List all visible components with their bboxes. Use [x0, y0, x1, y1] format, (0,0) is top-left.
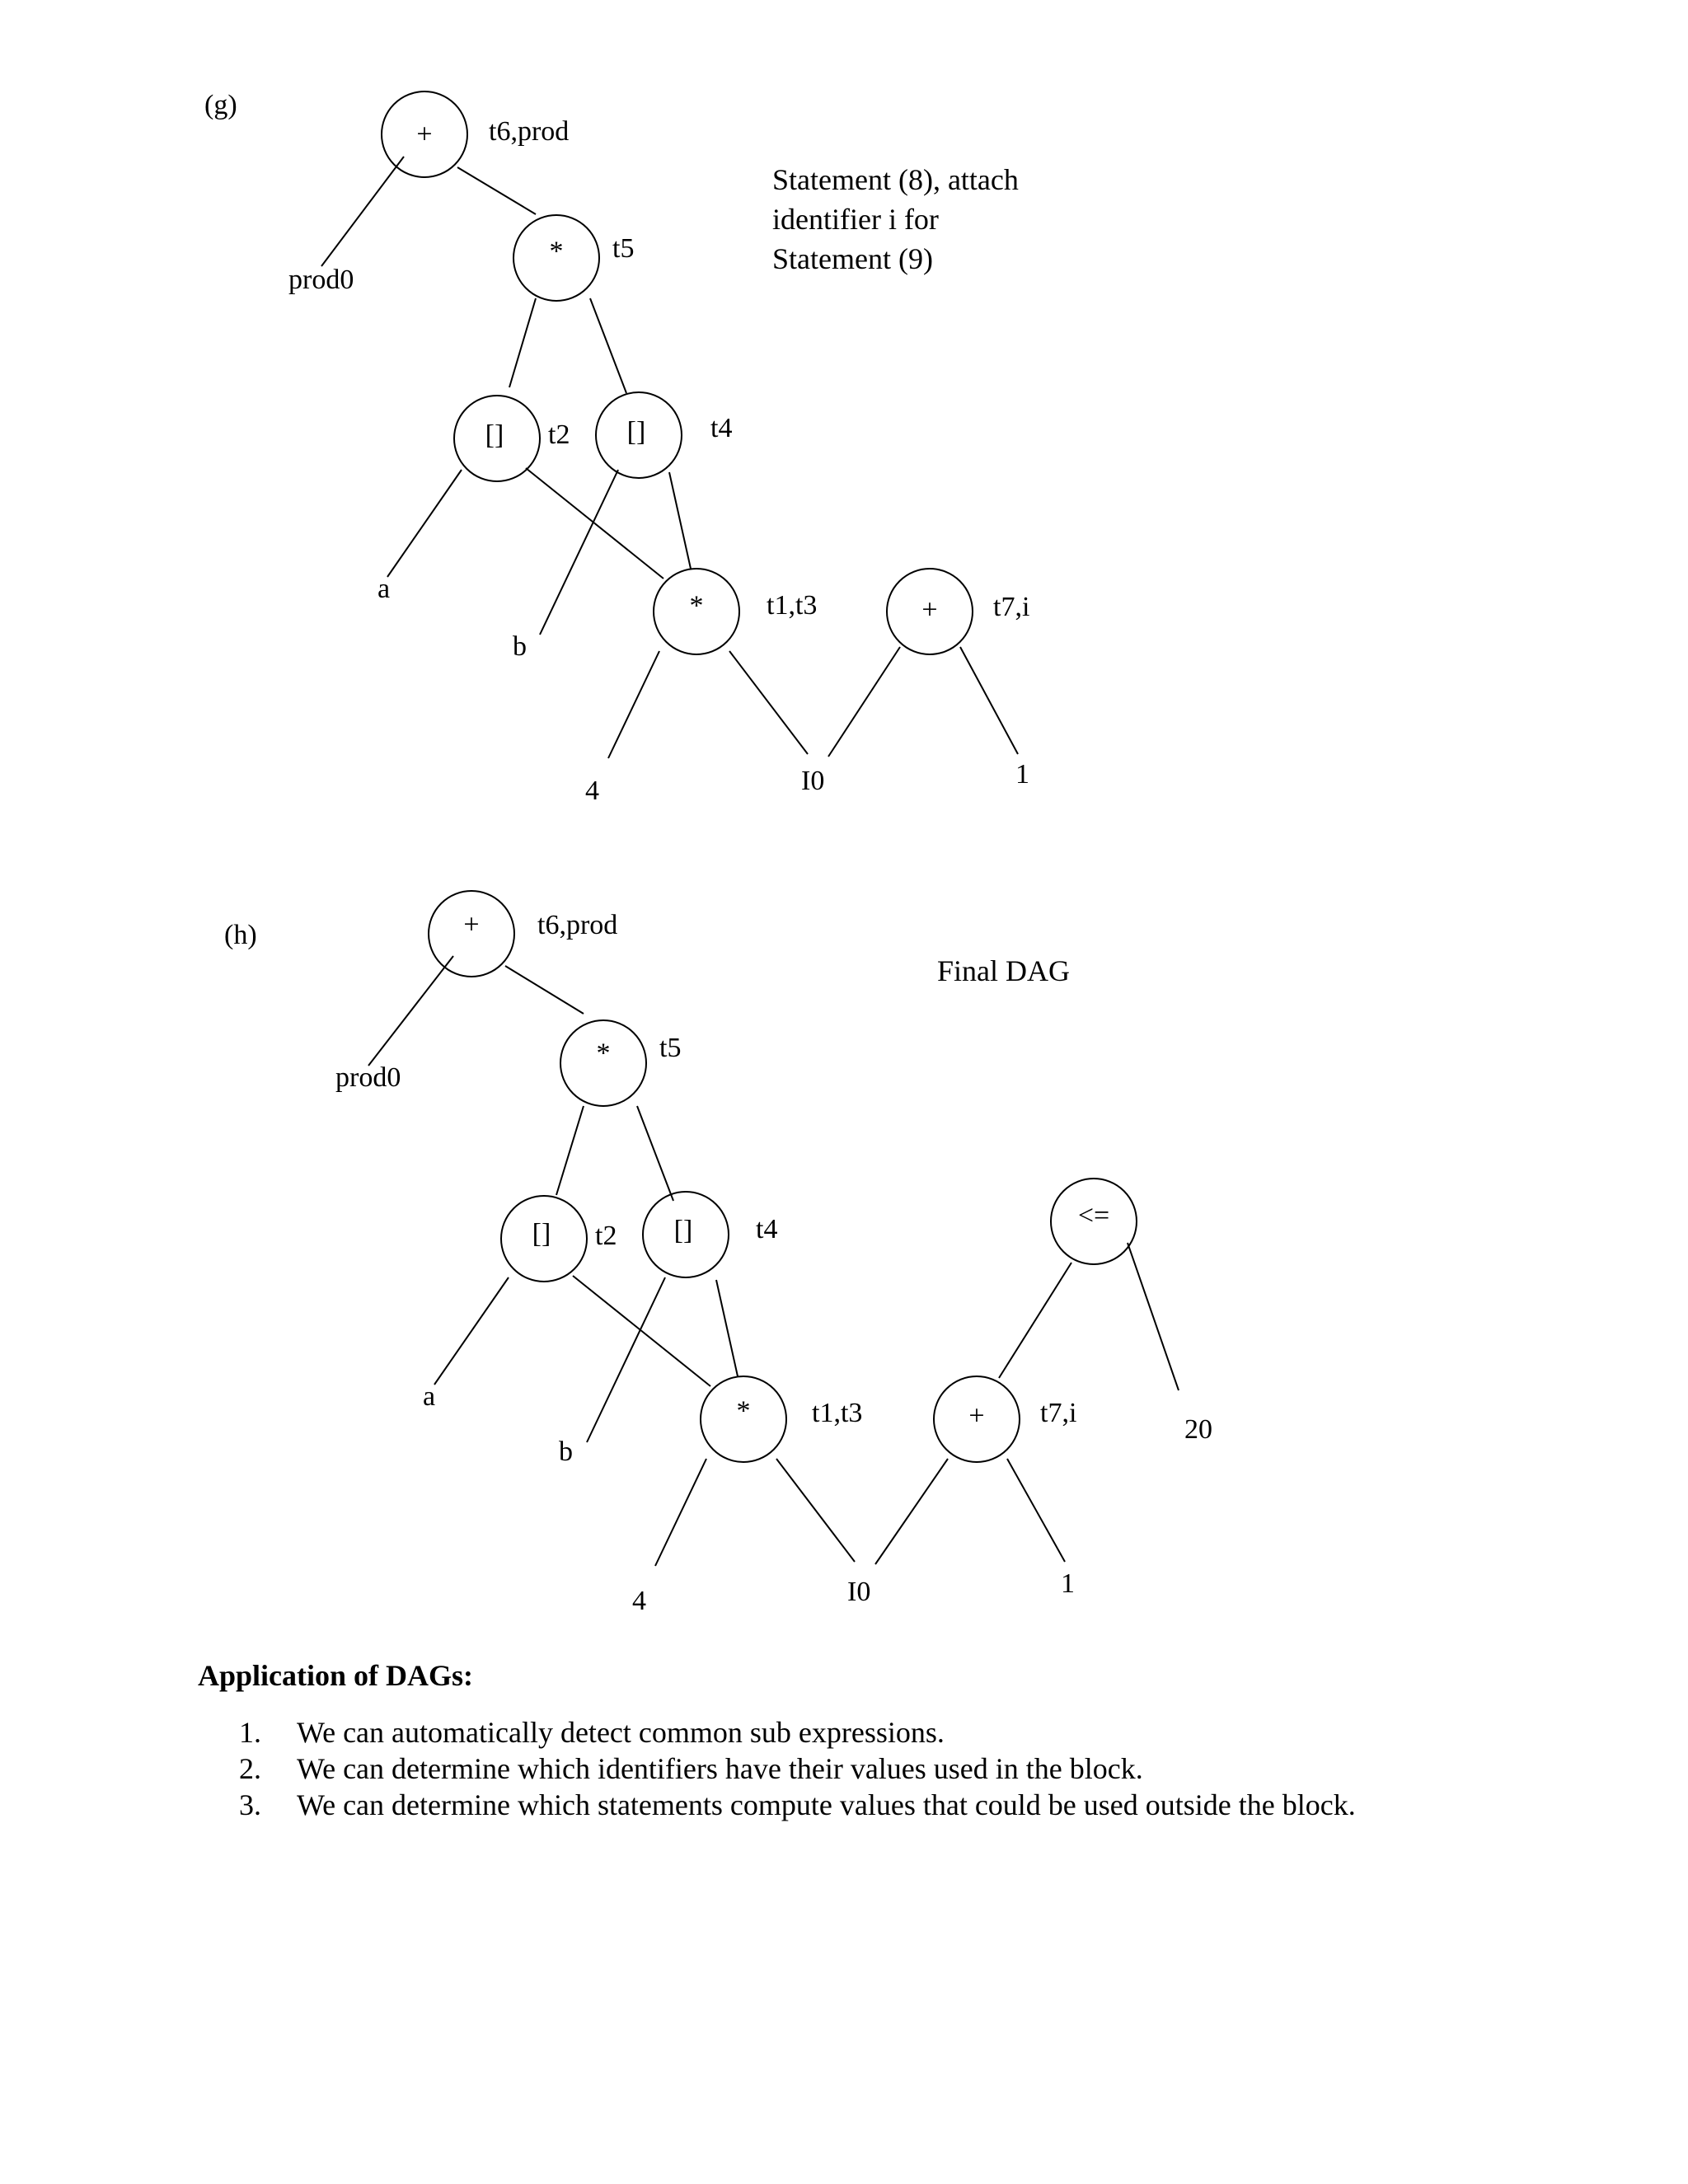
node-annotation: t7,i	[993, 592, 1030, 622]
edge	[776, 1459, 855, 1562]
edge	[669, 472, 691, 569]
dag-g-text	[204, 90, 1029, 806]
leaf-label: 4	[632, 1586, 646, 1616]
edge	[457, 167, 536, 214]
dag-note-line: Statement (9)	[772, 242, 933, 275]
edge	[608, 651, 659, 758]
edge	[716, 1280, 738, 1376]
node-op: *	[689, 590, 704, 621]
node-op: []	[673, 1215, 693, 1246]
node-op: +	[463, 909, 480, 940]
node-op: *	[736, 1395, 751, 1427]
leaf-label: I0	[801, 766, 825, 796]
leaf-label: 20	[1184, 1414, 1212, 1445]
dag-note-line: identifier i for	[772, 203, 939, 236]
node-op: +	[921, 594, 938, 626]
edge	[999, 1263, 1071, 1378]
node-annotation: t6,prod	[489, 116, 570, 147]
edge	[368, 956, 453, 1066]
edge	[590, 298, 626, 393]
figure-label: (g)	[204, 90, 237, 120]
leaf-label: 1	[1015, 759, 1029, 790]
edge	[505, 966, 584, 1014]
node-annotation: t5	[612, 233, 635, 264]
edge	[637, 1106, 673, 1201]
list-item-text: We can determine which statements compute values that could be used outside the block.	[297, 1788, 1356, 1821]
leaf-label: b	[513, 631, 527, 662]
leaf-label: a	[423, 1381, 436, 1412]
node-annotation: t4	[756, 1214, 778, 1244]
node-annotation: t1,t3	[812, 1398, 863, 1428]
edge	[387, 470, 462, 577]
edge	[828, 647, 900, 757]
node-annotation: t6,prod	[537, 910, 618, 940]
edge	[729, 651, 808, 754]
edge	[1007, 1459, 1065, 1562]
dag-note: Final DAG	[937, 954, 1070, 987]
list-item	[239, 1714, 1640, 1750]
list-item	[239, 1787, 1640, 1823]
leaf-label: I0	[847, 1577, 871, 1607]
node-op: +	[968, 1400, 985, 1432]
leaf-label: 4	[585, 776, 599, 806]
edge	[556, 1106, 584, 1195]
node-op: *	[596, 1038, 611, 1069]
edge	[540, 470, 618, 635]
leaf-label: b	[559, 1436, 573, 1467]
node-annotation: t5	[659, 1033, 682, 1063]
edge	[1128, 1243, 1179, 1390]
leaf-label: prod0	[335, 1062, 401, 1093]
edge	[526, 468, 663, 579]
node-annotation: t1,t3	[767, 590, 818, 621]
edge	[875, 1459, 948, 1564]
node-annotation: t2	[548, 419, 570, 450]
list-item	[239, 1750, 1640, 1787]
dag-note-line: Statement (8), attach	[772, 163, 1019, 196]
node-op: +	[416, 119, 433, 150]
list-item-number: 1.	[239, 1716, 261, 1749]
edge	[587, 1277, 665, 1442]
list-item-number: 2.	[239, 1752, 261, 1785]
list-item-number: 3.	[239, 1788, 261, 1821]
edge	[960, 647, 1018, 754]
list-item-text: We can automatically detect common sub expressions.	[297, 1716, 945, 1749]
node-op: *	[549, 236, 564, 267]
node-annotation: t4	[710, 413, 733, 443]
node-annotation: t2	[595, 1221, 617, 1251]
edge	[509, 298, 536, 387]
applications-list	[239, 1714, 1640, 1823]
node-op: <=	[1077, 1200, 1110, 1231]
node-op: []	[485, 419, 504, 451]
node-op: []	[532, 1218, 551, 1249]
node-annotation: t7,i	[1040, 1398, 1077, 1428]
edge	[655, 1459, 706, 1566]
edge	[573, 1276, 710, 1386]
applications-heading: Application of DAGs:	[198, 1659, 474, 1692]
figure-label: (h)	[224, 920, 257, 950]
leaf-label: prod0	[288, 265, 354, 295]
edge	[321, 157, 404, 266]
dag-note	[772, 163, 1026, 275]
node-op: []	[626, 416, 646, 448]
leaf-label: 1	[1061, 1568, 1075, 1599]
leaf-label: a	[377, 574, 391, 604]
list-item-text: We can determine which identifiers have their values used in the block.	[297, 1752, 1143, 1785]
edge	[434, 1277, 509, 1385]
